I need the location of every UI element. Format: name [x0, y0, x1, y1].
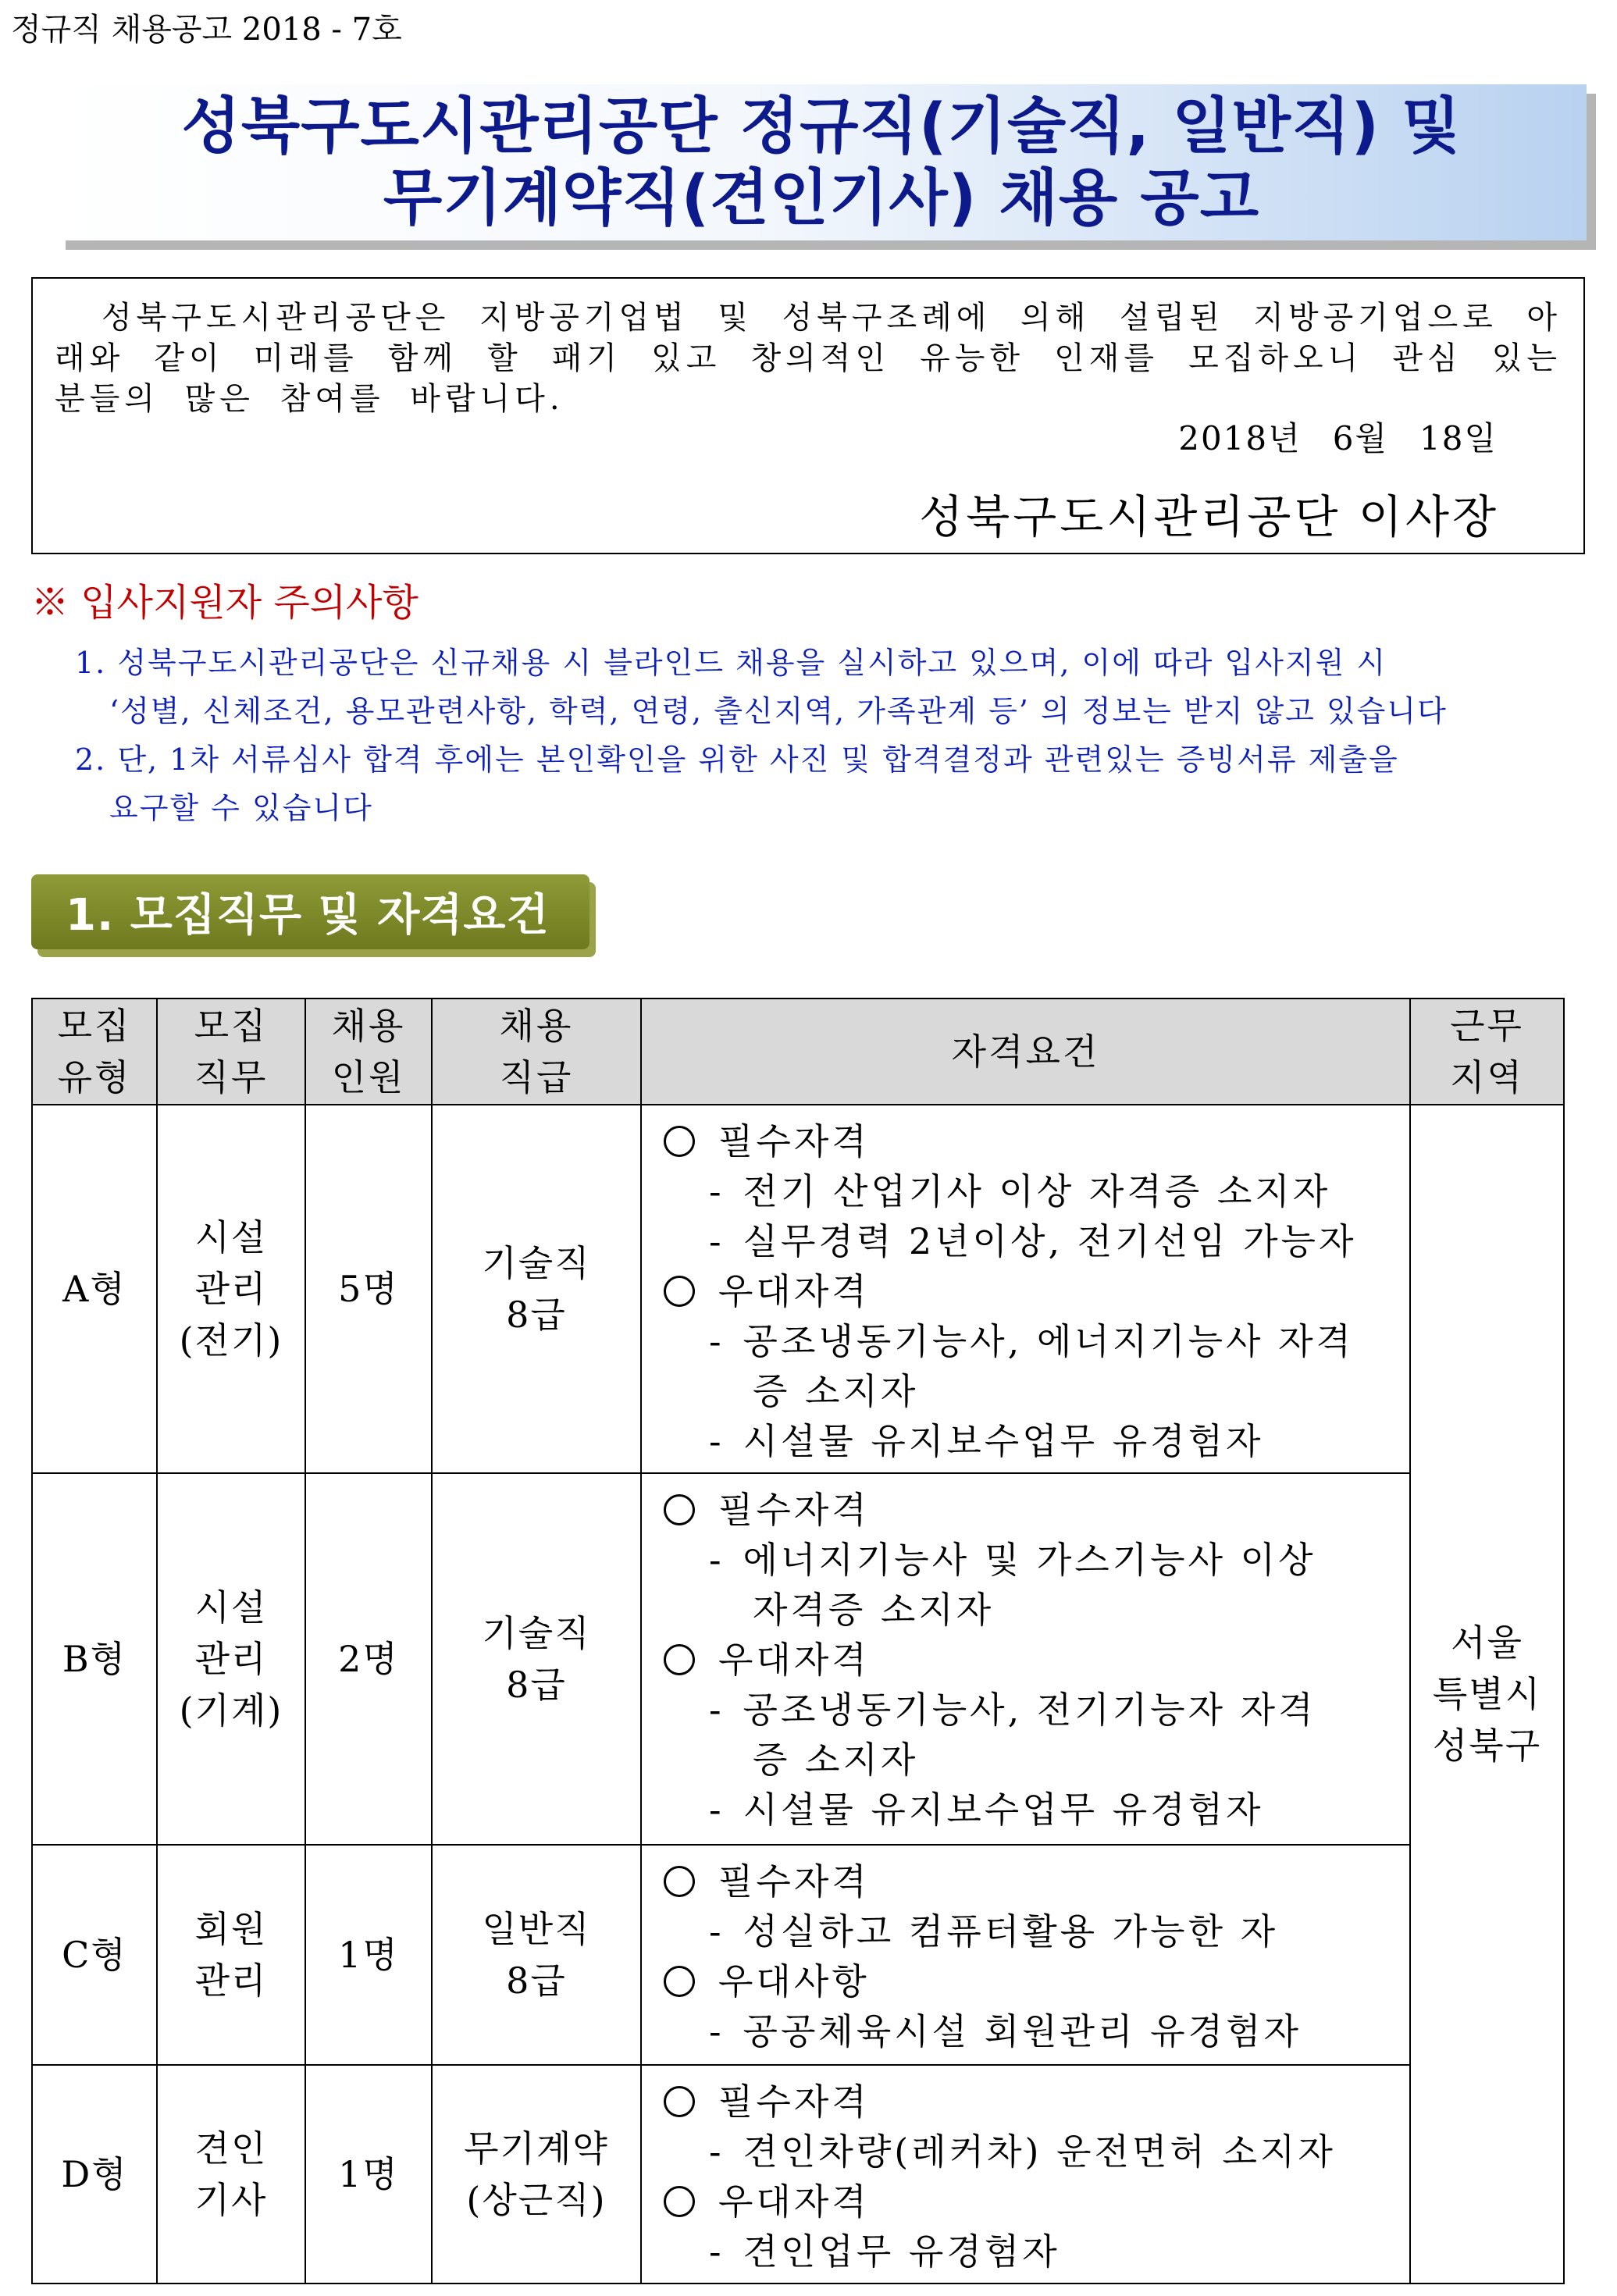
- req-heading: 우대자격: [664, 1635, 1409, 1685]
- date-month: 6월: [1332, 419, 1388, 457]
- req-heading: 필수자격: [664, 1116, 1409, 1166]
- req-item: - 공공체육시설 회원관리 유경험자: [709, 2010, 1302, 2052]
- dash-bullet: -: [709, 1910, 725, 1952]
- date-day: 18일: [1419, 419, 1498, 457]
- dash-bullet: -: [709, 2130, 725, 2173]
- dash-bullet: -: [709, 1220, 725, 1262]
- cell-duty: 견인 기사: [157, 2065, 305, 2284]
- req-item: - 견인차량(레커차) 운전면허 소지자: [709, 2130, 1336, 2173]
- title-line-2: 무기계약직(견인기사) 채용 공고: [383, 163, 1260, 233]
- cell-count: 2명: [305, 1473, 432, 1845]
- caution-title: ※ 입사지원자 주의사항: [31, 581, 418, 625]
- circle-bullet-icon: [664, 1276, 695, 1307]
- req-item: - 공조냉동기능사, 전기기능자 자격: [709, 1689, 1316, 1731]
- header-recruit-type: 모집 유형: [32, 998, 157, 1105]
- cell-qualifications: [641, 2065, 1410, 2284]
- req-heading: 필수자격: [664, 1856, 1409, 1906]
- cell-work-location: 서울 특별시 성북구: [1410, 1105, 1564, 2284]
- req-heading: 우대자격: [664, 2177, 1409, 2227]
- caution-line-1: 1. 성북구도시관리공단은 신규채용 시 블라인드 채용을 실시하고 있으며, 이에 따라 입사지원 시: [75, 646, 1387, 680]
- req-item: - 시설물 유지보수업무 유경험자: [709, 1789, 1264, 1831]
- notice-date: [1147, 413, 1498, 460]
- caution-list: [75, 639, 1605, 832]
- circle-bullet-icon: [664, 1494, 695, 1525]
- cell-grade: 무기계약 (상근직): [432, 2065, 641, 2284]
- circle-bullet-icon: [664, 1866, 695, 1897]
- dash-bullet: -: [709, 1320, 725, 1362]
- section-1-title: 1. 모집직무 및 자격요건: [66, 890, 550, 941]
- table-row: [32, 1105, 1564, 1473]
- dash-bullet: -: [709, 1539, 725, 1581]
- circle-bullet-icon: [664, 2186, 695, 2217]
- header-recruit-duty: 모집 직무: [157, 998, 305, 1105]
- date-year: 2018년: [1178, 419, 1302, 457]
- title-line-1: 성북구도시관리공단 정규직(기술직, 일반직) 및: [181, 91, 1462, 162]
- recruitment-table: [31, 998, 1565, 2284]
- req-item-continued: 증 소지자: [753, 1739, 919, 1781]
- cell-duty: 시설 관리 (기계): [157, 1473, 305, 1845]
- dash-bullet: -: [709, 1420, 725, 1462]
- req-item: - 에너지기능사 및 가스기능사 이상: [709, 1539, 1316, 1581]
- table-row: [32, 1473, 1564, 1845]
- dash-bullet: -: [709, 1689, 725, 1731]
- cell-duty: 시설 관리 (전기): [157, 1105, 305, 1473]
- req-item: - 실무경력 2년이상, 전기선임 가능자: [709, 1220, 1357, 1262]
- cell-qualifications: [641, 1845, 1410, 2065]
- cell-type: C형: [32, 1845, 157, 2065]
- cell-grade: 일반직 8급: [432, 1845, 641, 2065]
- title-banner: [56, 84, 1587, 240]
- cell-duty: 회원 관리: [157, 1845, 305, 2065]
- cell-type: A형: [32, 1105, 157, 1473]
- cell-grade: 기술직 8급: [432, 1105, 641, 1473]
- header-hire-count: 채용 인원: [305, 998, 432, 1105]
- table-row: [32, 2065, 1564, 2284]
- cell-type: B형: [32, 1473, 157, 1845]
- cell-count: 5명: [305, 1105, 432, 1473]
- dash-bullet: -: [709, 1789, 725, 1831]
- caution-line-2: ‘성별, 신체조건, 용모관련사항, 학력, 연령, 출신지역, 가족관계 등’ 의 정보는 받지 않고 있습니다: [109, 694, 1448, 728]
- cell-grade: 기술직 8급: [432, 1473, 641, 1845]
- table-row: [32, 1845, 1564, 2065]
- header-qualifications: 자격요건: [641, 998, 1410, 1105]
- req-heading: 우대사항: [664, 1956, 1409, 2006]
- caution-line-3: 2. 단, 1차 서류심사 합격 후에는 본인확인을 위한 사진 및 합격결정과 관련있는 증빙서류 제출을: [75, 742, 1399, 777]
- circle-bullet-icon: [664, 2086, 695, 2117]
- document-code: 정규직 채용공고 2018 - 7호: [11, 12, 402, 48]
- req-item: - 공조냉동기능사, 에너지기능사 자격: [709, 1320, 1354, 1362]
- notice-signer: 성북구도시관리공단 이사장: [919, 490, 1499, 543]
- cell-count: 1명: [305, 1845, 432, 2065]
- req-item: - 성실하고 컴퓨터활용 가능한 자: [709, 1910, 1279, 1952]
- req-item: - 시설물 유지보수업무 유경험자: [709, 1420, 1264, 1462]
- intro-text: 성북구도시관리공단은 지방공기업법 및 성북구조례에 의해 설립된 지방공기업으로 아래와 같이 미래를 함께 할 패기 있고 창의적인 유능한 인재를 모집하오니 관심 있는 분들의 많은 참여를 바랍니다.: [55, 300, 1562, 417]
- table-header-row: [32, 998, 1564, 1105]
- cell-type: D형: [32, 2065, 157, 2284]
- req-item: - 견인업무 유경험자: [709, 2230, 1060, 2273]
- dash-bullet: -: [709, 1170, 725, 1212]
- circle-bullet-icon: [664, 1126, 695, 1157]
- header-work-location: 근무 지역: [1410, 998, 1564, 1105]
- cell-count: 1명: [305, 2065, 432, 2284]
- cell-qualifications: [641, 1105, 1410, 1473]
- dash-bullet: -: [709, 2010, 725, 2052]
- caution-line-4: 요구할 수 있습니다: [109, 791, 373, 825]
- req-heading: 필수자격: [664, 1485, 1409, 1535]
- section-1-heading: [31, 874, 589, 949]
- header-hire-grade: 채용 직급: [432, 998, 641, 1105]
- req-heading: 필수자격: [664, 2077, 1409, 2127]
- circle-bullet-icon: [664, 1966, 695, 1997]
- circle-bullet-icon: [664, 1644, 695, 1675]
- cell-qualifications: [641, 1473, 1410, 1845]
- req-item-continued: 자격증 소지자: [753, 1589, 995, 1631]
- req-item: - 전기 산업기사 이상 자격증 소지자: [709, 1170, 1331, 1212]
- req-item-continued: 증 소지자: [753, 1370, 919, 1412]
- req-heading: 우대자격: [664, 1266, 1409, 1316]
- intro-notice-box: [31, 277, 1585, 554]
- dash-bullet: -: [709, 2230, 725, 2273]
